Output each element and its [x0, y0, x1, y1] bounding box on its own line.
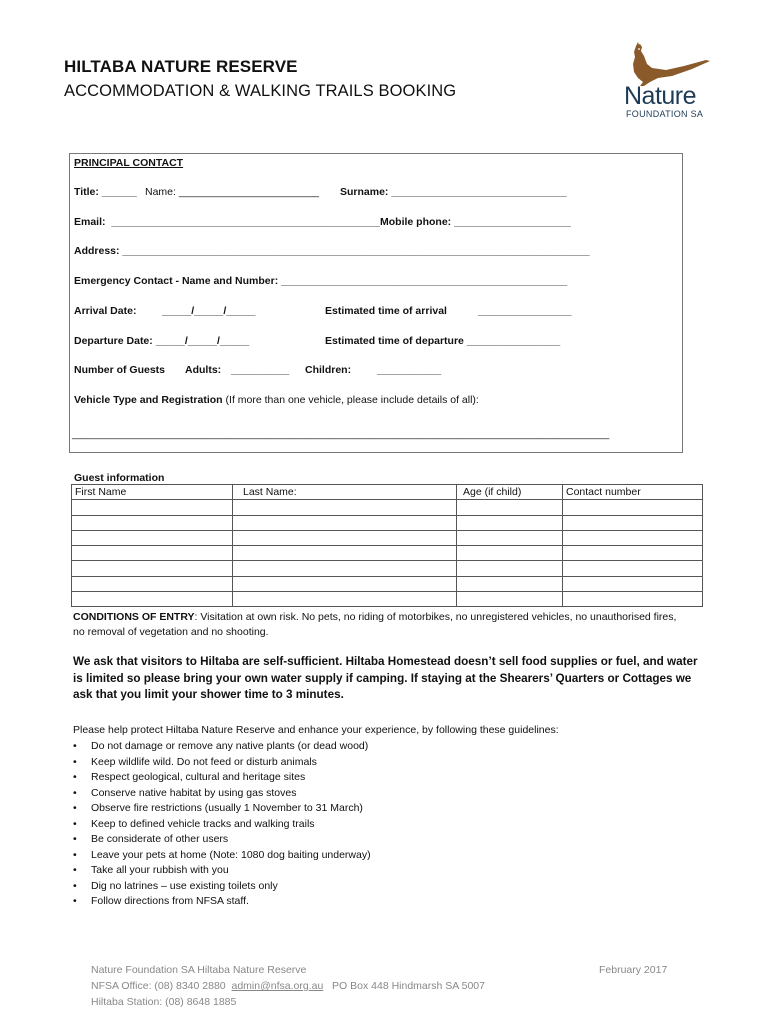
table-cell[interactable]: [563, 561, 703, 576]
title-field[interactable]: [74, 186, 137, 198]
guidelines-list: [73, 739, 371, 910]
table-cell[interactable]: [233, 530, 457, 545]
children-field[interactable]: ___________: [377, 364, 442, 376]
table-cell[interactable]: [457, 515, 563, 530]
list-item: • Conserve native habitat by using gas stoves: [73, 786, 371, 802]
list-item: • Keep wildlife wild. Do not feed or disturb animals: [73, 755, 371, 771]
adults-label: Adults:: [185, 364, 222, 376]
logo-wordmark: Nature: [624, 82, 697, 110]
column-age: Age (if child): [457, 485, 563, 500]
vehicle-note: (If more than one vehicle, please include details of all):: [225, 394, 479, 406]
footer-email-link[interactable]: admin@nfsa.org.au: [231, 980, 324, 992]
table-cell[interactable]: [72, 546, 233, 561]
footer-organisation: Nature Foundation SA Hiltaba Nature Reserve: [91, 964, 307, 976]
vehicle-label-line: [74, 394, 479, 406]
guest-information-table: [71, 484, 703, 607]
footer-po-box: PO Box 448 Hindmarsh SA 5007: [332, 980, 485, 992]
footer-office-phone: NFSA Office: (08) 8340 2880: [91, 980, 226, 992]
number-of-guests-label: Number of Guests: [74, 364, 166, 376]
table-header-row: [72, 485, 703, 500]
eta-label: Estimated time of arrival: [325, 305, 447, 317]
title-label: Title: ______: [74, 186, 137, 198]
table-row: [72, 500, 703, 515]
table-cell[interactable]: [72, 592, 233, 607]
table-row: [72, 561, 703, 576]
column-last-name: Last Name:: [233, 485, 457, 500]
list-item: • Be considerate of other users: [73, 832, 371, 848]
list-item: • Dig no latrines – use existing toilets only: [73, 879, 371, 895]
table-cell[interactable]: [457, 546, 563, 561]
address-field[interactable]: Address: ________________________________________________________________________________: [74, 245, 590, 257]
children-label: Children:: [305, 364, 352, 376]
table-cell[interactable]: [233, 500, 457, 515]
table-cell[interactable]: [233, 561, 457, 576]
nature-foundation-logo: [614, 42, 718, 122]
list-item: • Leave your pets at home (Note: 1080 dog baiting underway): [73, 848, 371, 864]
conditions-text: : Visitation at own risk. No pets, no riding of motorbikes, no unregistered vehicles, no unauthorised fires, no removal of vegetation and no shooting.: [73, 611, 677, 638]
guidelines-intro: Please help protect Hiltaba Nature Reserve and enhance your experience, by following these guidelines:: [73, 724, 559, 736]
table-cell[interactable]: [563, 546, 703, 561]
table-cell[interactable]: [233, 515, 457, 530]
vehicle-label: Vehicle Type and Registration: [74, 394, 223, 406]
document-subtitle: ACCOMMODATION & WALKING TRAILS BOOKING: [64, 82, 457, 100]
arrival-date-label: Arrival Date:: [74, 305, 137, 317]
list-item: • Take all your rubbish with you: [73, 863, 371, 879]
arrival-date-field[interactable]: _____/_____/_____: [162, 305, 256, 317]
table-row: [72, 530, 703, 545]
email-field[interactable]: Email: ______________________________________________: [74, 216, 380, 228]
table-cell[interactable]: [457, 500, 563, 515]
table-cell[interactable]: [563, 576, 703, 591]
table-row: [72, 546, 703, 561]
list-item: • Keep to defined vehicle tracks and walking trails: [73, 817, 371, 833]
table-row: [72, 515, 703, 530]
eta-field[interactable]: ________________: [478, 305, 572, 317]
table-cell[interactable]: [72, 530, 233, 545]
conditions-of-entry: [73, 610, 683, 640]
table-cell[interactable]: [563, 592, 703, 607]
adults-field[interactable]: __________: [231, 364, 290, 376]
list-item: • Do not damage or remove any native plants (or dead wood): [73, 739, 371, 755]
footer-date: February 2017: [599, 964, 668, 976]
table-row: [72, 592, 703, 607]
surname-field[interactable]: Surname: ______________________________: [340, 186, 567, 198]
principal-contact-heading: PRINCIPAL CONTACT: [74, 157, 184, 169]
table-row: [72, 576, 703, 591]
column-first-name: First Name: [72, 485, 233, 500]
table-cell[interactable]: [72, 515, 233, 530]
table-cell[interactable]: [457, 592, 563, 607]
table-cell[interactable]: [72, 500, 233, 515]
document-title: HILTABA NATURE RESERVE: [64, 57, 298, 76]
table-cell[interactable]: [563, 515, 703, 530]
table-cell[interactable]: [72, 576, 233, 591]
table-cell[interactable]: [72, 561, 233, 576]
self-sufficient-notice: We ask that visitors to Hiltaba are self-sufficient. Hiltaba Homestead doesn’t sell food supplies or fuel, and water is limited so please bring your own water supply if camping. If staying at the Shearers’ Quarters or Cottages we ask that you limit your shower time to 3 minutes.: [73, 655, 698, 701]
table-cell[interactable]: [233, 576, 457, 591]
list-item: • Observe fire restrictions (usually 1 November to 31 March): [73, 801, 371, 817]
footer-station-phone: Hiltaba Station: (08) 8648 1885: [91, 996, 237, 1008]
table-cell[interactable]: [563, 500, 703, 515]
footer-office-line: [91, 980, 485, 992]
departure-date-field[interactable]: Departure Date: _____/_____/_____: [74, 335, 250, 347]
table-cell[interactable]: [233, 546, 457, 561]
name-field[interactable]: Name: ________________________: [145, 186, 319, 198]
table-cell[interactable]: [563, 530, 703, 545]
logo-subtext: FOUNDATION SA: [626, 109, 704, 119]
etd-field[interactable]: Estimated time of departure ________________: [325, 335, 561, 347]
list-item: • Respect geological, cultural and heritage sites: [73, 770, 371, 786]
guest-information-heading: Guest information: [74, 472, 165, 484]
mobile-phone-field[interactable]: Mobile phone: ____________________: [380, 216, 571, 228]
emergency-contact-field[interactable]: Emergency Contact - Name and Number: _________________________________________________: [74, 275, 568, 287]
table-cell[interactable]: [457, 576, 563, 591]
list-item: • Follow directions from NFSA staff.: [73, 894, 371, 910]
table-cell[interactable]: [457, 561, 563, 576]
table-cell[interactable]: [233, 592, 457, 607]
conditions-label: CONDITIONS OF ENTRY: [73, 611, 195, 623]
principal-contact-box: [69, 153, 683, 453]
table-cell[interactable]: [457, 530, 563, 545]
vehicle-field[interactable]: ____________________________________________________________________________________________: [72, 428, 610, 440]
column-contact-number: Contact number: [563, 485, 703, 500]
